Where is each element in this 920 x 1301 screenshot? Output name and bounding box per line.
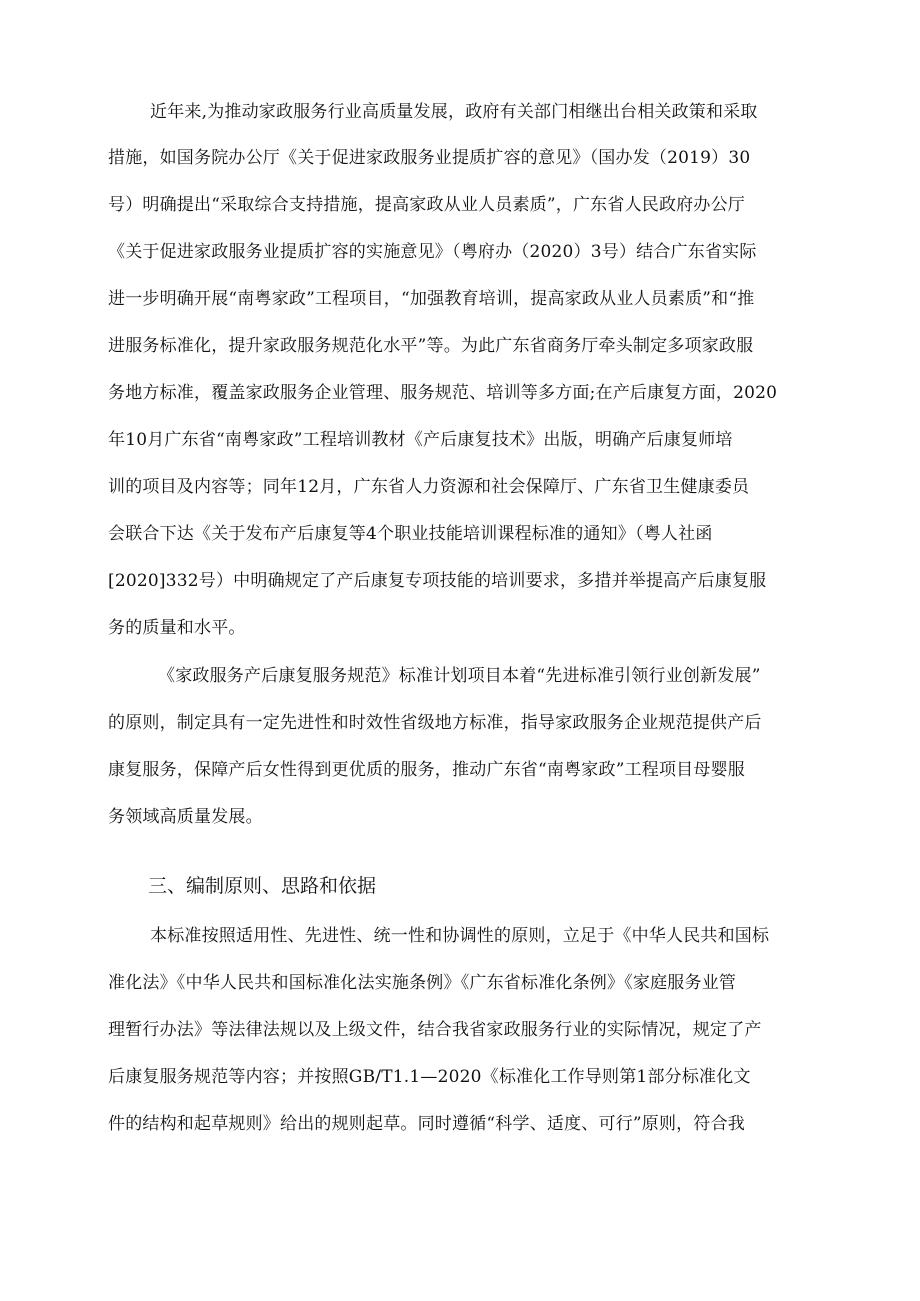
paragraph1-line-11: [2020]332号）中明确规定了产后康复专项技能的培训要求，多措并举提高产后康复服 [108,571,767,591]
paragraph1-line-5: 进一步明确开展“南粤家政”工程项目，“加强教育培训，提高家政从业人员素质”和“推 [108,289,755,309]
paragraph1-line-3: 号）明确提出“采取综合支持措施，提高家政从业人员素质”，广东省人民政府办公厅 [108,195,745,215]
paragraph1-line-6: 进服务标准化，提升家政服务规范化水平”等。为此广东省商务厅牵头制定多项家政服 [108,336,754,356]
paragraph1-line-12: 务的质量和水平。 [108,618,246,638]
paragraph1-line-1: 近年来,为推动家政服务行业高质量发展，政府有关部门相继出台相关政策和采取 [150,102,758,122]
paragraph2-line-4: 务领域高质量发展。 [108,807,263,827]
paragraph3-line-4: 后康复服务规范等内容；并按照GB/T1.1—2020《标准化工作导则第1部分标准化文 [108,1067,751,1087]
paragraph3-line-3: 理暂行办法》等法律法规以及上级文件，结合我省家政服务行业的实际情况，规定了产 [108,1020,762,1040]
paragraph1-line-2: 措施，如国务院办公厅《关于促进家政服务业提质扩容的意见》（国办发（2019）30 [108,148,751,168]
paragraph3-line-1: 本标准按照适用性、先进性、统一性和协调性的原则，立足于《中华人民共和国标 [150,926,770,946]
paragraph1-line-7: 务地方标准，覆盖家政服务企业管理、服务规范、培训等多方面;在产后康复方面，2020 [108,383,778,403]
paragraph3-line-5: 件的结构和起草规则》给出的规则起草。同时遵循“科学、适度、可行”原则，符合我 [108,1114,745,1134]
paragraph1-line-9: 训的项目及内容等；同年12月，广东省人力资源和社会保障厅、广东省卫生健康委员 [108,477,750,497]
paragraph2-line-2: 的原则，制定具有一定先进性和时效性省级地方标准，指导家政服务企业规范提供产后 [108,713,762,733]
section-heading: 三、编制原则、思路和依据 [148,875,377,897]
paragraph3-line-2: 准化法》《中华人民共和国标准化法实施条例》《广东省标准化条例》《家庭服务业管 [108,973,737,993]
paragraph1-line-8: 年10月广东省“南粤家政”工程培训教材《产后康复技术》出版，明确产后康复师培 [108,430,733,450]
paragraph2-line-1: 《家政服务产后康复服务规范》标准计划项目本着“先进标准引领行业创新发展” [158,666,761,686]
paragraph2-line-3: 康复服务，保障产后女性得到更优质的服务，推动广东省“南粤家政”工程项目母婴服 [108,760,745,780]
paragraph1-line-4: 《关于促进家政服务业提质扩容的实施意见》（粤府办（2020）3号）结合广东省实际 [108,242,757,262]
paragraph1-line-10: 会联合下达《关于发布产后康复等4个职业技能培训课程标准的通知》（粤人社函 [108,524,713,544]
